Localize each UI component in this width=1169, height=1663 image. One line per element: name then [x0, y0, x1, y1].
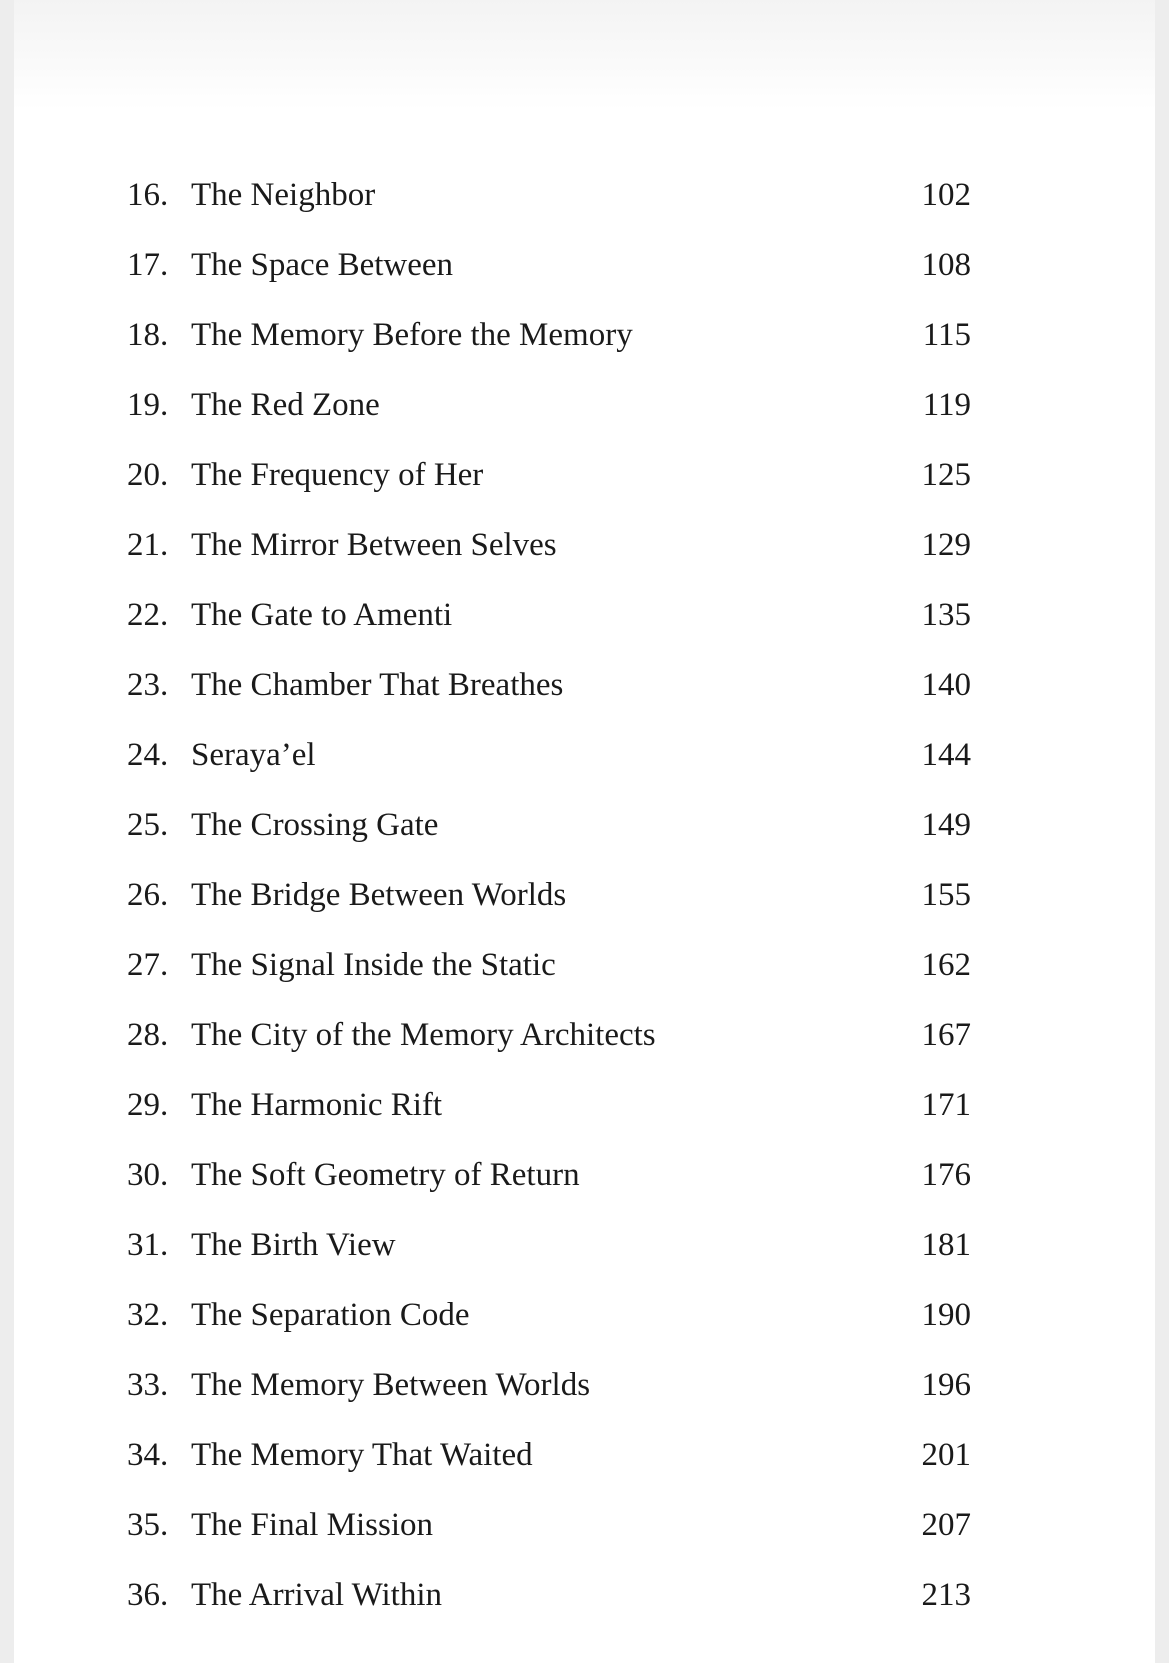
- chapter-title: The City of the Memory Architects: [191, 1017, 656, 1053]
- chapter-page-number: 119: [922, 387, 971, 423]
- chapter-page-number: 181: [921, 1227, 971, 1263]
- chapter-title: Seraya’el: [191, 737, 316, 773]
- chapter-title: The Frequency of Her: [191, 457, 484, 493]
- chapter-number: 21.: [127, 527, 169, 563]
- chapter-page-number: 135: [921, 597, 971, 633]
- chapter-title: The Red Zone: [191, 387, 380, 423]
- page-top-shade: [14, 0, 1155, 110]
- toc-entry[interactable]: [14, 440, 1155, 510]
- chapter-number: 28.: [127, 1017, 169, 1053]
- chapter-number: 20.: [127, 457, 169, 493]
- chapter-page-number: 167: [921, 1017, 971, 1053]
- toc-entry[interactable]: [14, 1420, 1155, 1490]
- chapter-title: The Memory That Waited: [191, 1437, 533, 1473]
- chapter-title: The Arrival Within: [191, 1577, 443, 1613]
- chapter-number: 25.: [127, 807, 169, 843]
- chapter-number: 36.: [127, 1577, 169, 1613]
- chapter-number: 22.: [127, 597, 169, 633]
- chapter-page-number: 140: [921, 667, 971, 703]
- toc-entry[interactable]: [14, 160, 1155, 230]
- chapter-title: The Soft Geometry of Return: [191, 1157, 580, 1193]
- chapter-number: 16.: [127, 177, 169, 213]
- document-page: [14, 0, 1155, 1663]
- toc-entry[interactable]: [14, 790, 1155, 860]
- chapter-number: 27.: [127, 947, 169, 983]
- chapter-title: The Memory Before the Memory: [191, 317, 633, 353]
- toc-entry[interactable]: [14, 930, 1155, 1000]
- toc-entry[interactable]: [14, 720, 1155, 790]
- chapter-page-number: 162: [921, 947, 971, 983]
- toc-entry[interactable]: [14, 580, 1155, 650]
- chapter-title: The Mirror Between Selves: [191, 527, 557, 563]
- chapter-page-number: 108: [921, 247, 971, 283]
- chapter-number: 30.: [127, 1157, 169, 1193]
- chapter-page-number: 149: [921, 807, 971, 843]
- chapter-title: The Birth View: [191, 1227, 396, 1263]
- toc-entry[interactable]: [14, 1070, 1155, 1140]
- chapter-page-number: 155: [921, 877, 971, 913]
- toc-entry[interactable]: [14, 300, 1155, 370]
- chapter-page-number: 176: [921, 1157, 971, 1193]
- chapter-title: The Neighbor: [191, 177, 376, 213]
- chapter-page-number: 144: [921, 737, 971, 773]
- chapter-number: 34.: [127, 1437, 169, 1473]
- chapter-title: The Space Between: [191, 247, 454, 283]
- chapter-number: 33.: [127, 1367, 169, 1403]
- chapter-number: 32.: [127, 1297, 169, 1333]
- toc-entry[interactable]: [14, 370, 1155, 440]
- chapter-number: 35.: [127, 1507, 169, 1543]
- chapter-title: The Crossing Gate: [191, 807, 439, 843]
- toc-entry[interactable]: [14, 1000, 1155, 1070]
- chapter-page-number: 201: [921, 1437, 971, 1473]
- chapter-number: 29.: [127, 1087, 169, 1123]
- chapter-page-number: 213: [921, 1577, 971, 1613]
- toc-entry[interactable]: [14, 860, 1155, 930]
- chapter-page-number: 207: [921, 1507, 971, 1543]
- toc-entry[interactable]: [14, 650, 1155, 720]
- chapter-number: 18.: [127, 317, 169, 353]
- chapter-title: The Harmonic Rift: [191, 1087, 443, 1123]
- toc-entry[interactable]: [14, 1490, 1155, 1560]
- chapter-page-number: 115: [922, 317, 971, 353]
- toc-entry[interactable]: [14, 1280, 1155, 1350]
- chapter-title: The Chamber That Breathes: [191, 667, 564, 703]
- toc-entry[interactable]: [14, 230, 1155, 300]
- chapter-number: 23.: [127, 667, 169, 703]
- toc-entry[interactable]: [14, 1560, 1155, 1630]
- table-of-contents: [14, 160, 1155, 1630]
- toc-entry[interactable]: [14, 1140, 1155, 1210]
- toc-entry[interactable]: [14, 1210, 1155, 1280]
- chapter-page-number: 125: [921, 457, 971, 493]
- chapter-title: The Gate to Amenti: [191, 597, 453, 633]
- chapter-number: 31.: [127, 1227, 169, 1263]
- chapter-number: 19.: [127, 387, 169, 423]
- chapter-title: The Bridge Between Worlds: [191, 877, 567, 913]
- chapter-number: 24.: [127, 737, 169, 773]
- chapter-title: The Separation Code: [191, 1297, 470, 1333]
- chapter-page-number: 102: [921, 177, 971, 213]
- chapter-page-number: 171: [921, 1087, 971, 1123]
- chapter-title: The Final Mission: [191, 1507, 434, 1543]
- chapter-number: 26.: [127, 877, 169, 913]
- toc-entry[interactable]: [14, 510, 1155, 580]
- chapter-page-number: 196: [921, 1367, 971, 1403]
- toc-entry[interactable]: [14, 1350, 1155, 1420]
- chapter-number: 17.: [127, 247, 169, 283]
- chapter-title: The Memory Between Worlds: [191, 1367, 591, 1403]
- chapter-title: The Signal Inside the Static: [191, 947, 556, 983]
- chapter-page-number: 129: [921, 527, 971, 563]
- chapter-page-number: 190: [921, 1297, 971, 1333]
